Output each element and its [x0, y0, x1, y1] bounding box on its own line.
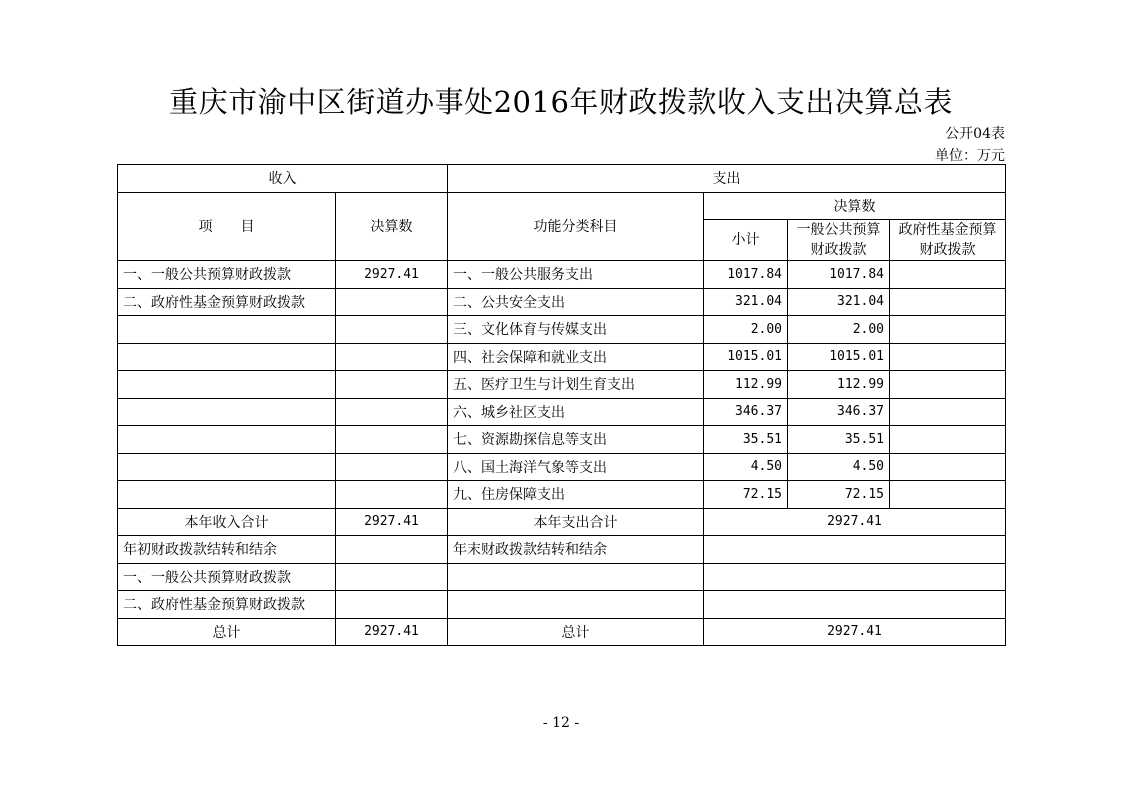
carryover-item-label: 二、政府性基金预算财政拨款: [118, 591, 336, 619]
income-header: 收入: [118, 165, 448, 193]
income-amount: [336, 481, 448, 509]
carryover-item-row: [118, 591, 1006, 619]
carryover-item-row: [118, 563, 1006, 591]
page-number: - 12 -: [542, 715, 580, 731]
expense-general: 112.99: [788, 371, 890, 399]
table-row: [118, 426, 1006, 454]
table-row: [118, 288, 1006, 316]
table-row: [118, 343, 1006, 371]
income-item: 二、政府性基金预算财政拨款: [118, 288, 336, 316]
expense-gov-fund: [890, 288, 1006, 316]
expense-item: 七、资源勘探信息等支出: [448, 426, 704, 454]
expense-item: 三、文化体育与传媒支出: [448, 316, 704, 344]
grand-total-expense-value: 2927.41: [704, 618, 1006, 646]
beginning-carryover-amount: [336, 536, 448, 564]
table-row: [118, 398, 1006, 426]
income-item: [118, 481, 336, 509]
income-amount: [336, 371, 448, 399]
income-amount: [336, 398, 448, 426]
income-amount: [336, 288, 448, 316]
column-header-row-1: [118, 192, 1006, 219]
carryover-row: [118, 536, 1006, 564]
page-title: 重庆市渝中区街道办事处2016年财政拨款收入支出决算总表: [169, 85, 953, 119]
year-income-total: 2927.41: [336, 508, 448, 536]
expense-item: 六、城乡社区支出: [448, 398, 704, 426]
expense-general: 1015.01: [788, 343, 890, 371]
final-amount-header: 决算数: [336, 192, 448, 261]
income-item: [118, 426, 336, 454]
grand-total-row: [118, 618, 1006, 646]
expense-general: 4.50: [788, 453, 890, 481]
expense-gov-fund: [890, 481, 1006, 509]
expense-gov-fund: [890, 371, 1006, 399]
expense-gov-fund: [890, 343, 1006, 371]
expense-gov-fund: [890, 398, 1006, 426]
table-row: [118, 371, 1006, 399]
income-amount: [336, 453, 448, 481]
table-row: [118, 316, 1006, 344]
grand-total-income-value: 2927.41: [336, 618, 448, 646]
expense-subtotal: 2.00: [704, 316, 788, 344]
expense-general: 35.51: [788, 426, 890, 454]
expense-general: 321.04: [788, 288, 890, 316]
function-category-header: 功能分类科目: [448, 192, 704, 261]
carryover-item-amount: [336, 563, 448, 591]
expense-item: 九、住房保障支出: [448, 481, 704, 509]
beginning-carryover-label: 年初财政拨款结转和结余: [118, 536, 336, 564]
carryover-item-expense-amount: [704, 591, 1006, 619]
unit-label: 单位：万元: [935, 148, 1005, 164]
general-budget-header: 一般公共预算财政拨款: [788, 219, 890, 261]
income-item: [118, 316, 336, 344]
expense-item: 二、公共安全支出: [448, 288, 704, 316]
table-row: [118, 481, 1006, 509]
subtotal-header: 小计: [704, 219, 788, 261]
year-total-row: [118, 508, 1006, 536]
expense-subtotal: 321.04: [704, 288, 788, 316]
expense-subtotal: 1017.84: [704, 261, 788, 289]
income-amount: 2927.41: [336, 261, 448, 289]
expense-subtotal: 72.15: [704, 481, 788, 509]
form-code: 公开04表: [945, 126, 1005, 142]
income-item: 一、一般公共预算财政拨款: [118, 261, 336, 289]
expense-item: 八、国土海洋气象等支出: [448, 453, 704, 481]
expense-header: 支出: [448, 165, 1006, 193]
grand-total-expense-label: 总计: [448, 618, 704, 646]
expense-gov-fund: [890, 453, 1006, 481]
carryover-item-amount: [336, 591, 448, 619]
section-header-row: [118, 165, 1006, 193]
expense-gov-fund: [890, 426, 1006, 454]
year-expense-total: 2927.41: [704, 508, 1006, 536]
income-item: [118, 398, 336, 426]
end-carryover-label: 年末财政拨款结转和结余: [448, 536, 704, 564]
expense-item: 四、社会保障和就业支出: [448, 343, 704, 371]
expense-final-amount-header: 决算数: [704, 192, 1006, 219]
expense-subtotal: 1015.01: [704, 343, 788, 371]
expense-general: 2.00: [788, 316, 890, 344]
expense-item: 一、一般公共服务支出: [448, 261, 704, 289]
income-amount: [336, 426, 448, 454]
year-income-total-label: 本年收入合计: [118, 508, 336, 536]
carryover-item-expense-amount: [704, 563, 1006, 591]
income-item: [118, 343, 336, 371]
expense-subtotal: 35.51: [704, 426, 788, 454]
income-amount: [336, 343, 448, 371]
income-item: [118, 371, 336, 399]
fiscal-summary-table: [117, 164, 1006, 646]
carryover-item-label: 一、一般公共预算财政拨款: [118, 563, 336, 591]
expense-subtotal: 4.50: [704, 453, 788, 481]
table-row: [118, 453, 1006, 481]
grand-total-income-label: 总计: [118, 618, 336, 646]
income-item: [118, 453, 336, 481]
expense-gov-fund: [890, 316, 1006, 344]
expense-subtotal: 346.37: [704, 398, 788, 426]
item-header: 项 目: [118, 192, 336, 261]
carryover-item-expense: [448, 563, 704, 591]
end-carryover-amount: [704, 536, 1006, 564]
expense-gov-fund: [890, 261, 1006, 289]
year-expense-total-label: 本年支出合计: [448, 508, 704, 536]
table-row: [118, 261, 1006, 289]
expense-general: 1017.84: [788, 261, 890, 289]
gov-fund-budget-header: 政府性基金预算财政拨款: [890, 219, 1006, 261]
expense-item: 五、医疗卫生与计划生育支出: [448, 371, 704, 399]
income-amount: [336, 316, 448, 344]
carryover-item-expense: [448, 591, 704, 619]
expense-subtotal: 112.99: [704, 371, 788, 399]
expense-general: 346.37: [788, 398, 890, 426]
expense-general: 72.15: [788, 481, 890, 509]
